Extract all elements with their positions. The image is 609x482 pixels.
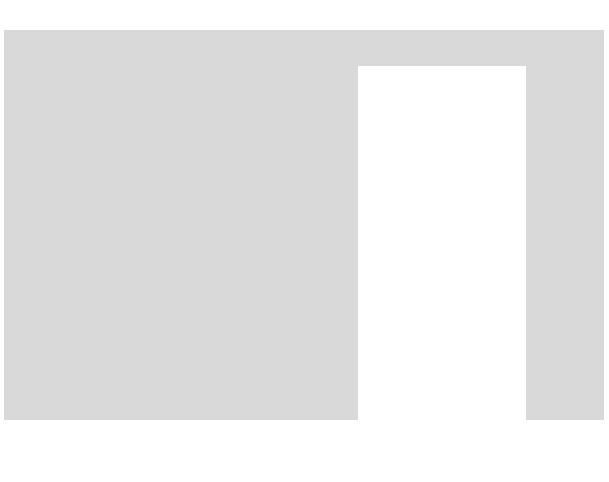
shade-label-col — [4, 30, 186, 420]
shade-2022 — [526, 30, 604, 218]
shade-2020 — [186, 30, 358, 218]
shade-2020-lower — [186, 200, 358, 420]
shade-2022-lower — [526, 200, 604, 420]
